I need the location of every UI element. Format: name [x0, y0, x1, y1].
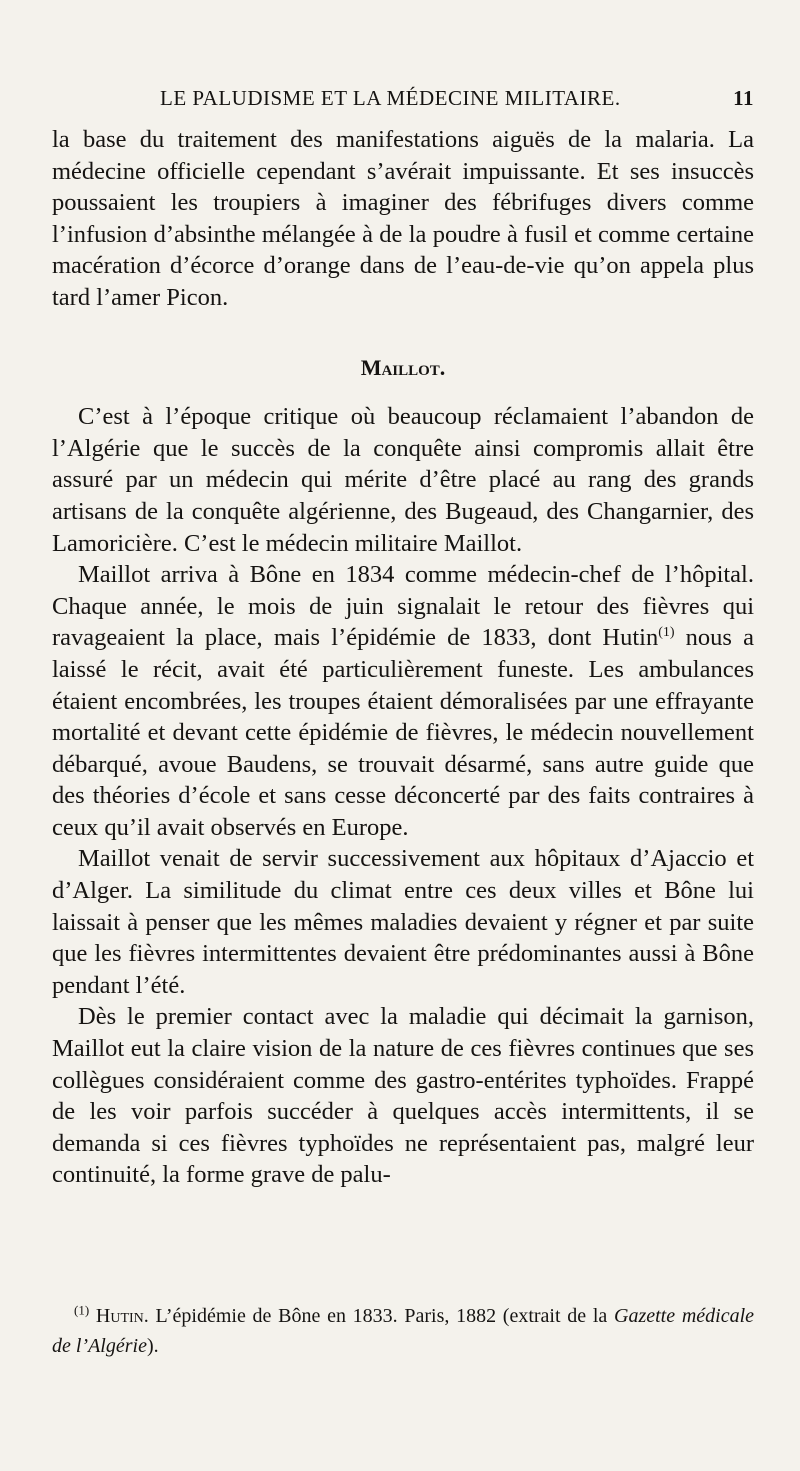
paragraph-3-text: Maillot arriva à Bône en 1834 comme médecin-chef de l’hôpital. Chaque année, le mois de juin signalait le retour des fièvres qui ravageaient la place, mais l’épidémie de 1833, dont Hutin	[52, 561, 754, 652]
page-number: 11	[733, 86, 754, 110]
footnote-reference: (1)	[658, 625, 675, 641]
section-heading: Maillot.	[360, 354, 446, 380]
paragraph-3	[52, 559, 754, 843]
paragraph-3-text-continued: nous a laissé le récit, avait été particulièrement funeste. Les ambulances étaient encombrées, les troupes étaient démoralisées par une effrayante mortalité et devant cette épidémie de fièvres, le médecin nouvellement débarqué, avoue Baudens, se trouvait désarmé, sans autre guide que des théories d’école et sans cesse déconcerté par des faits contraires à ceux qu’il avait observés en Europe.	[52, 624, 754, 841]
paragraph-4: Maillot venait de servir successivement aux hôpitaux d’Ajaccio et d’Alger. La similitude du climat entre ces deux villes et Bône lui laissait à penser que les mêmes maladies devaient y régner et par suite que les fièvres intermittentes devaient être prédominantes aussi à Bône pendant l’été.	[52, 845, 754, 999]
footnote-journal: Gazette médicale de l’Algérie	[52, 1305, 755, 1357]
running-header	[52, 86, 754, 116]
running-title: LE PALUDISME ET LA MÉDECINE MILITAIRE.	[160, 86, 621, 110]
footnote-author: Hutin.	[95, 1305, 149, 1327]
footnote-text: L’épidémie de Bône en 1833. Paris, 1882 (extrait de la	[148, 1305, 615, 1327]
paragraph-2: C’est à l’époque critique où beaucoup réclamaient l’abandon de l’Algérie que le succès de la conquête ainsi compromis allait être assuré par un médecin qui mérite d’être placé au rang des grands artisans de la conquête algérienne, des Bugeaud, des Changarnier, des Lamoricière. C’est le médecin militaire Maillot.	[52, 403, 754, 557]
footnote	[52, 1301, 754, 1361]
footnote-end: ).	[146, 1335, 159, 1357]
paragraph-1: la base du traitement des manifestations aiguës de la malaria. La médecine officielle cependant s’avérait impuissante. Et ses insuccès poussaient les troupiers à imaginer des fébrifuges divers comme l’infusion d’absinthe mélangée à de la poudre à fusil et comme certaine macération d’écorce d’orange dans de l’eau-de-vie qu’on appela plus tard l’amer Picon.	[52, 126, 754, 311]
paragraph-5: Dès le premier contact avec la maladie qui décimait la garnison, Maillot eut la claire vision de la nature de ces fièvres continues que ses collègues considéraient comme des gastro-entérites typhoïdes. Frappé de les voir parfois succéder à quelques accès intermittents, il se demanda si ces fièvres typhoïdes ne représentaient pas, malgré leur continuité, la forme grave de palu-	[52, 1003, 754, 1189]
body-text	[52, 124, 754, 1191]
footnote-marker: (1)	[74, 1302, 90, 1318]
